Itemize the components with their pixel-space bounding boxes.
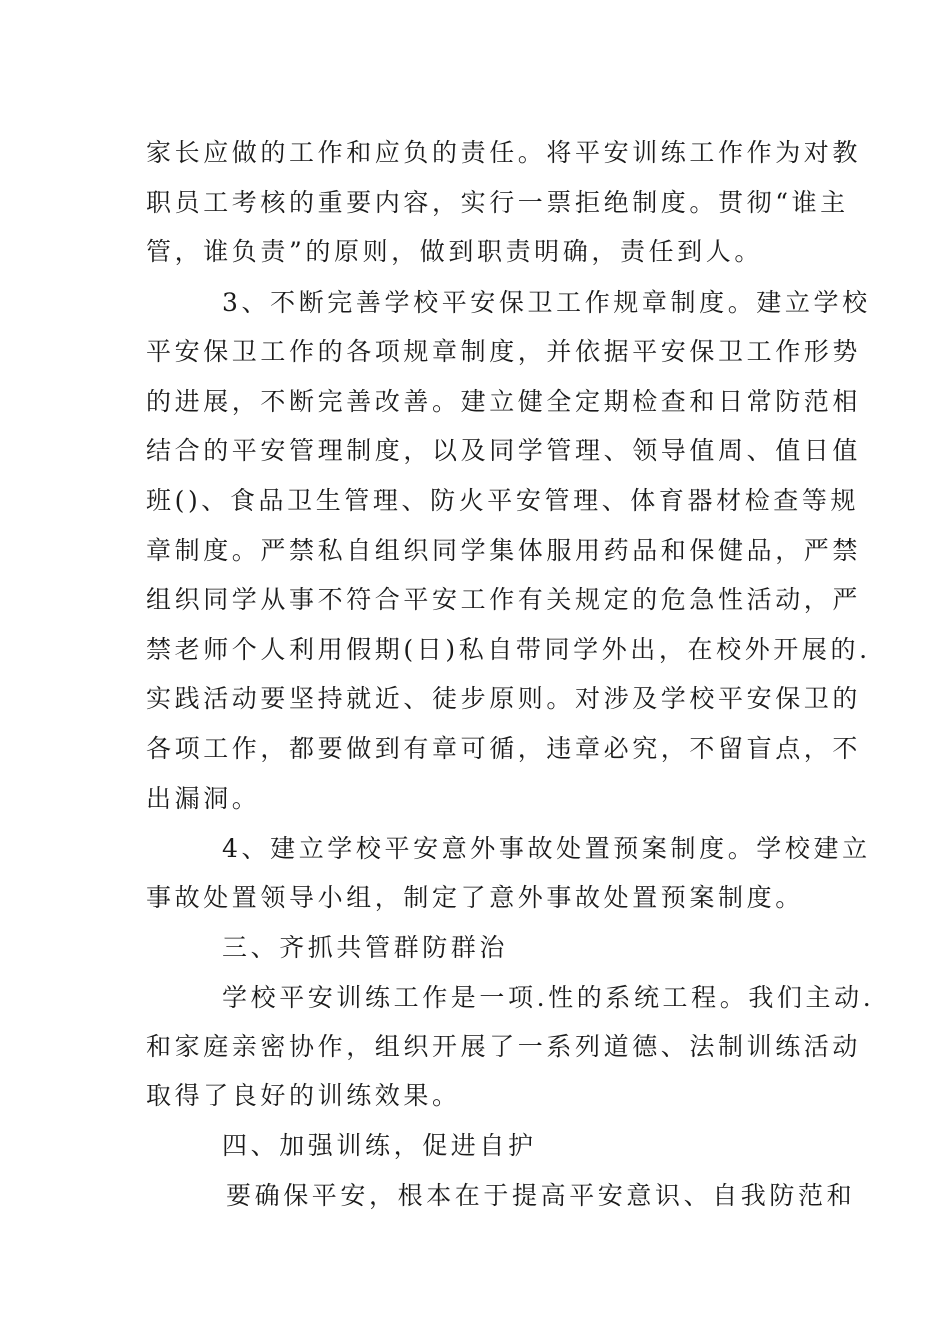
paragraph-start-line: 3、不断完善学校平安保卫工作规章制度。建立学校 <box>222 288 871 317</box>
text-line: 禁老师个人利用假期(日)私自带同学外出，在校外开展的. <box>146 635 871 664</box>
text-line: 出漏洞。 <box>146 784 261 813</box>
text-line: 的进展，不断完善改善。建立健全定期检查和日常防范相 <box>146 387 862 416</box>
paragraph-start-line: 要确保平安，根本在于提高平安意识、自我防范和 <box>226 1181 856 1210</box>
section-heading: 三、齐抓共管群防群治 <box>222 933 509 962</box>
text-line: 家长应做的工作和应负的责任。将平安训练工作作为对教 <box>146 138 862 167</box>
text-line: 职员工考核的重要内容，实行一票拒绝制度。贯彻“谁主 <box>146 188 849 217</box>
text-line: 组织同学从事不符合平安工作有关规定的危急性活动，严 <box>146 585 862 614</box>
text-line: 结合的平安管理制度，以及同学管理、领导值周、值日值 <box>146 436 862 465</box>
text-line: 平安保卫工作的各项规章制度，并依据平安保卫工作形势 <box>146 337 862 366</box>
text-line: 各项工作，都要做到有章可循，违章必究，不留盲点，不 <box>146 734 862 763</box>
text-line: 管，谁负责”的原则，做到职责明确，责任到人。 <box>146 237 763 266</box>
text-line: 事故处置领导小组，制定了意外事故处置预案制度。 <box>146 883 804 912</box>
text-line: 取得了良好的训练效果。 <box>146 1081 461 1110</box>
text-line: 章制度。严禁私自组织同学集体服用药品和保健品，严禁 <box>146 536 862 565</box>
text-line: 班()、食品卫生管理、防火平安管理、体育器材检查等规 <box>146 486 860 515</box>
text-line: 实践活动要坚持就近、徒步原则。对涉及学校平安保卫的 <box>146 684 862 713</box>
paragraph-start-line: 学校平安训练工作是一项.性的系统工程。我们主动. <box>222 983 875 1012</box>
paragraph-start-line: 4、建立学校平安意外事故处置预案制度。学校建立 <box>222 834 871 863</box>
text-line: 和家庭亲密协作，组织开展了一系列道德、法制训练活动 <box>146 1032 862 1061</box>
section-heading: 四、加强训练，促进自护 <box>222 1131 537 1160</box>
